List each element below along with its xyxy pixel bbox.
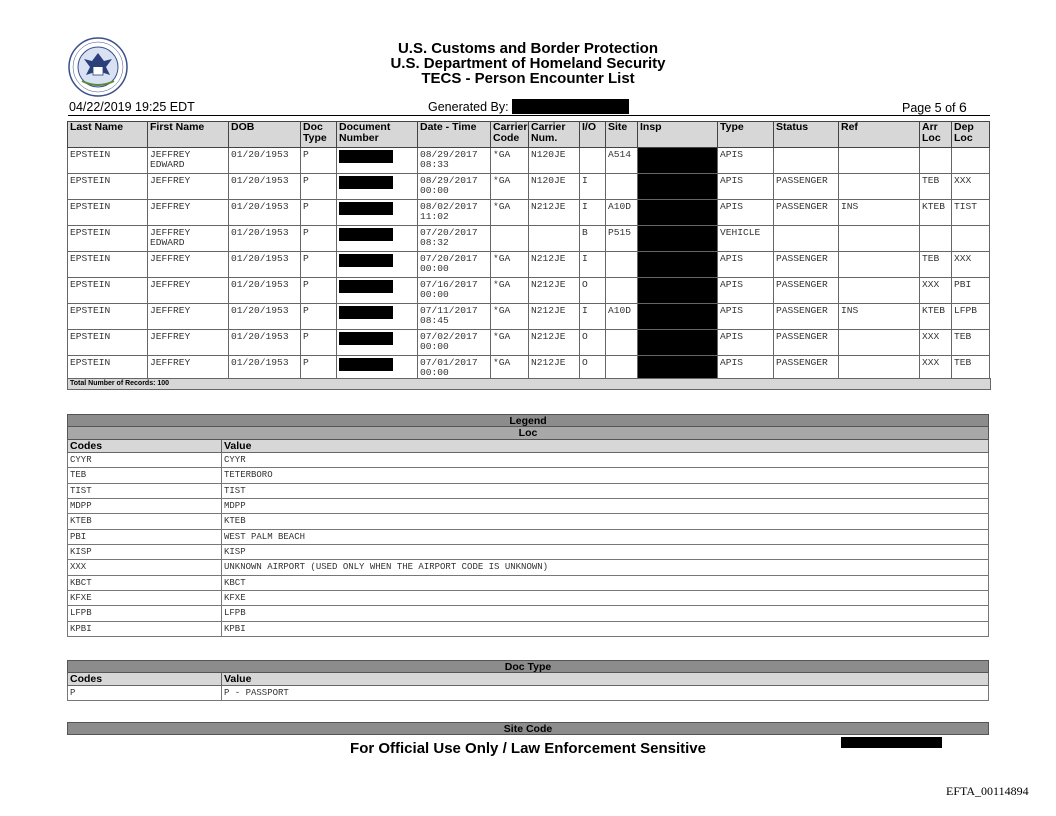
- datetime-cell: 08/29/2017 08:33: [418, 148, 491, 174]
- header-divider: [68, 115, 990, 116]
- io-cell: I: [580, 200, 606, 226]
- last-cell: EPSTEIN: [68, 278, 148, 304]
- legend-row: [67, 622, 989, 637]
- doctype-cell: P: [301, 252, 337, 278]
- type-cell: APIS: [718, 356, 774, 382]
- legend-loc-section: [67, 414, 989, 637]
- classification-footer: For Official Use Only / Law Enforcement Sensitive: [350, 740, 706, 757]
- site-cell: [606, 252, 638, 278]
- last-cell: EPSTEIN: [68, 252, 148, 278]
- legend-value: CYYR: [224, 455, 246, 465]
- table-row: [68, 278, 990, 304]
- carrier-cell: *GA: [491, 252, 529, 278]
- legend-code: KFXE: [68, 591, 222, 605]
- datetime-cell: 07/16/2017 00:00: [418, 278, 491, 304]
- column-header: Insp: [638, 122, 718, 148]
- io-cell: O: [580, 356, 606, 382]
- type-cell: APIS: [718, 200, 774, 226]
- site-cell: [606, 330, 638, 356]
- column-header: Carrier Num.: [529, 122, 580, 148]
- legend-value: WEST PALM BEACH: [224, 531, 306, 542]
- legend-value: TIST: [224, 485, 246, 496]
- column-header: Arr Loc: [920, 122, 952, 148]
- legend-value: KTEB: [224, 516, 246, 527]
- status-cell: PASSENGER: [774, 252, 839, 278]
- first-cell: JEFFREY EDWARD: [148, 226, 229, 252]
- column-header: I/O: [580, 122, 606, 148]
- dob-cell: 01/20/1953: [229, 226, 301, 252]
- doctype-cell: P: [301, 226, 337, 252]
- column-header: DOB: [229, 122, 301, 148]
- dep-cell: XXX: [952, 252, 990, 278]
- document-number-cell: [337, 252, 418, 278]
- table-row: [68, 304, 990, 330]
- site-cell: A10D: [606, 200, 638, 226]
- column-header: Document Number: [337, 122, 418, 148]
- insp-redaction-cell: [638, 148, 718, 174]
- insp-redaction-cell: [638, 278, 718, 304]
- status-cell: PASSENGER: [774, 200, 839, 226]
- legend-value: MDPP: [224, 501, 246, 512]
- redaction-box: [841, 737, 942, 748]
- dob-cell: 01/20/1953: [229, 278, 301, 304]
- arr-cell: XXX: [920, 330, 952, 356]
- legend-row: [67, 686, 989, 701]
- legend-code: PBI: [68, 530, 222, 544]
- legend-row: [67, 545, 989, 560]
- page-total: 6: [959, 99, 967, 115]
- type-cell: APIS: [718, 148, 774, 174]
- status-cell: PASSENGER: [774, 304, 839, 330]
- bates-number: EFTA_00114894: [946, 784, 1029, 798]
- dep-cell: TEB: [952, 356, 990, 382]
- agency-title: U.S. Customs and Border Protection: [397, 40, 659, 57]
- legend-row: [67, 576, 989, 591]
- redaction-box: [339, 176, 393, 189]
- table-row: [68, 252, 990, 278]
- dep-cell: [952, 226, 990, 252]
- carriernum-cell: N212JE: [529, 304, 580, 330]
- ref-cell: [839, 330, 920, 356]
- ref-cell: [839, 252, 920, 278]
- legend-code: KBCT: [68, 576, 222, 590]
- column-header: Dep Loc: [952, 122, 990, 148]
- redaction-box: [339, 332, 393, 345]
- type-cell: APIS: [718, 174, 774, 200]
- insp-redaction-cell: [638, 174, 718, 200]
- doctype-cell: P: [301, 330, 337, 356]
- legend-loc-title: Loc: [67, 427, 989, 440]
- last-cell: EPSTEIN: [68, 174, 148, 200]
- carriernum-cell: N212JE: [529, 356, 580, 382]
- insp-redaction-cell: [638, 200, 718, 226]
- carrier-cell: *GA: [491, 200, 529, 226]
- io-cell: I: [580, 304, 606, 330]
- last-cell: EPSTEIN: [68, 200, 148, 226]
- column-header: First Name: [148, 122, 229, 148]
- codes-header: Codes: [68, 673, 222, 685]
- carrier-cell: *GA: [491, 174, 529, 200]
- redaction-box: [512, 99, 629, 114]
- legend-code: LFPB: [68, 606, 222, 620]
- carrier-cell: *GA: [491, 356, 529, 382]
- first-cell: JEFFREY: [148, 174, 229, 200]
- legend-value: KPBI: [224, 623, 246, 634]
- table-row: [68, 174, 990, 200]
- status-cell: PASSENGER: [774, 278, 839, 304]
- generated-by-label: Generated By:: [428, 100, 509, 114]
- legend-row: [67, 606, 989, 621]
- doctype-cell: P: [301, 174, 337, 200]
- legend-code: KISP: [68, 545, 222, 559]
- document-number-cell: [337, 304, 418, 330]
- legend-value: LFPB: [224, 608, 246, 619]
- first-cell: JEFFREY: [148, 356, 229, 382]
- last-cell: EPSTEIN: [68, 356, 148, 382]
- status-cell: PASSENGER: [774, 174, 839, 200]
- status-cell: PASSENGER: [774, 356, 839, 382]
- dep-cell: [952, 148, 990, 174]
- document-number-cell: [337, 174, 418, 200]
- legend-code: MDPP: [68, 499, 222, 513]
- ref-cell: INS: [839, 200, 920, 226]
- dob-cell: 01/20/1953: [229, 330, 301, 356]
- legend-value: KISP: [224, 547, 246, 558]
- datetime-cell: 08/29/2017 00:00: [418, 174, 491, 200]
- legend-doctype-rows: [67, 686, 989, 701]
- dep-cell: XXX: [952, 174, 990, 200]
- dep-cell: PBI: [952, 278, 990, 304]
- dob-cell: 01/20/1953: [229, 148, 301, 174]
- ref-cell: [839, 226, 920, 252]
- site-cell: [606, 174, 638, 200]
- site-cell: A514: [606, 148, 638, 174]
- generated-date: 04/22/2019 19:25 EDT: [69, 100, 195, 114]
- legend-code: TIST: [68, 484, 222, 498]
- first-cell: JEFFREY: [148, 252, 229, 278]
- redaction-box: [339, 280, 393, 293]
- table-row: [68, 148, 990, 174]
- carriernum-cell: N212JE: [529, 278, 580, 304]
- total-records: Total Number of Records: 100: [67, 378, 991, 390]
- datetime-cell: 07/20/2017 08:32: [418, 226, 491, 252]
- legend-row: [67, 499, 989, 514]
- legend-row: [67, 514, 989, 529]
- status-cell: [774, 148, 839, 174]
- ref-cell: [839, 278, 920, 304]
- last-cell: EPSTEIN: [68, 226, 148, 252]
- legend-value: P - PASSPORT: [224, 688, 289, 698]
- legend-column-header: [67, 673, 989, 686]
- insp-redaction-cell: [638, 304, 718, 330]
- datetime-cell: 07/02/2017 00:00: [418, 330, 491, 356]
- carrier-cell: *GA: [491, 148, 529, 174]
- first-cell: JEFFREY: [148, 330, 229, 356]
- legend-row: [67, 453, 989, 468]
- dep-cell: TEB: [952, 330, 990, 356]
- io-cell: B: [580, 226, 606, 252]
- doctype-cell: P: [301, 148, 337, 174]
- document-number-cell: [337, 226, 418, 252]
- legend-title: Legend: [67, 414, 989, 427]
- legend-code: TEB: [68, 468, 222, 482]
- arr-cell: [920, 226, 952, 252]
- doctype-cell: P: [301, 304, 337, 330]
- legend-value: KBCT: [224, 577, 246, 588]
- legend-code: XXX: [68, 560, 222, 574]
- document-number-cell: [337, 330, 418, 356]
- legend-value: KFXE: [224, 593, 246, 604]
- arr-cell: [920, 148, 952, 174]
- column-header: Doc Type: [301, 122, 337, 148]
- dob-cell: 01/20/1953: [229, 304, 301, 330]
- carriernum-cell: N212JE: [529, 252, 580, 278]
- datetime-cell: 07/20/2017 00:00: [418, 252, 491, 278]
- redaction-box: [339, 150, 393, 163]
- redaction-box: [339, 358, 393, 371]
- department-title: U.S. Department of Homeland Security: [390, 55, 666, 72]
- insp-redaction-cell: [638, 226, 718, 252]
- legend-doctype-section: [67, 660, 989, 701]
- legend-code: KTEB: [68, 514, 222, 528]
- legend-loc-rows: [67, 453, 989, 637]
- type-cell: APIS: [718, 252, 774, 278]
- column-header: Last Name: [68, 122, 148, 148]
- arr-cell: XXX: [920, 356, 952, 382]
- legend-row: [67, 484, 989, 499]
- legend-row: [67, 591, 989, 606]
- io-cell: I: [580, 252, 606, 278]
- first-cell: JEFFREY: [148, 278, 229, 304]
- column-header: Status: [774, 122, 839, 148]
- status-cell: PASSENGER: [774, 330, 839, 356]
- redaction-box: [339, 254, 393, 267]
- legend-column-header: [67, 440, 989, 453]
- page-prefix: Page 5 of: [902, 101, 956, 115]
- doctype-cell: P: [301, 356, 337, 382]
- arr-cell: XXX: [920, 278, 952, 304]
- table-row: [68, 330, 990, 356]
- table-row: [68, 226, 990, 252]
- column-header: Site: [606, 122, 638, 148]
- type-cell: VEHICLE: [718, 226, 774, 252]
- dob-cell: 01/20/1953: [229, 356, 301, 382]
- dep-cell: LFPB: [952, 304, 990, 330]
- last-cell: EPSTEIN: [68, 148, 148, 174]
- legend-sitecode-title: Site Code: [67, 722, 989, 735]
- carriernum-cell: N212JE: [529, 200, 580, 226]
- encounter-table: [67, 121, 990, 382]
- table-row: [68, 200, 990, 226]
- carriernum-cell: [529, 226, 580, 252]
- site-cell: P515: [606, 226, 638, 252]
- legend-value: UNKNOWN AIRPORT (USED ONLY WHEN THE AIRPORT CODE IS UNKNOWN): [224, 562, 549, 573]
- type-cell: APIS: [718, 330, 774, 356]
- insp-redaction-cell: [638, 330, 718, 356]
- io-cell: I: [580, 174, 606, 200]
- first-cell: JEFFREY: [148, 304, 229, 330]
- last-cell: EPSTEIN: [68, 330, 148, 356]
- redaction-box: [339, 228, 393, 241]
- value-header: Value: [224, 673, 252, 685]
- value-header: Value: [224, 440, 252, 452]
- doctype-cell: P: [301, 278, 337, 304]
- dob-cell: 01/20/1953: [229, 252, 301, 278]
- arr-cell: KTEB: [920, 304, 952, 330]
- first-cell: JEFFREY: [148, 200, 229, 226]
- dob-cell: 01/20/1953: [229, 200, 301, 226]
- codes-header: Codes: [68, 440, 222, 452]
- last-cell: EPSTEIN: [68, 304, 148, 330]
- carrier-cell: *GA: [491, 330, 529, 356]
- io-cell: O: [580, 278, 606, 304]
- carriernum-cell: N212JE: [529, 330, 580, 356]
- site-cell: [606, 278, 638, 304]
- page-indicator: [902, 99, 967, 115]
- arr-cell: KTEB: [920, 200, 952, 226]
- legend-row: [67, 468, 989, 483]
- table-header-row: [68, 122, 990, 148]
- type-cell: APIS: [718, 304, 774, 330]
- column-header: Date - Time: [418, 122, 491, 148]
- document-number-cell: [337, 278, 418, 304]
- ref-cell: [839, 174, 920, 200]
- legend-doctype-title: Doc Type: [67, 660, 989, 673]
- legend-value: TETERBORO: [224, 470, 273, 481]
- first-cell: JEFFREY EDWARD: [148, 148, 229, 174]
- io-cell: O: [580, 330, 606, 356]
- site-cell: A10D: [606, 304, 638, 330]
- column-header: Carrier Code: [491, 122, 529, 148]
- redaction-box: [339, 306, 393, 319]
- doctype-cell: P: [301, 200, 337, 226]
- status-cell: [774, 226, 839, 252]
- document-number-cell: [337, 200, 418, 226]
- document-number-cell: [337, 148, 418, 174]
- legend-code: KPBI: [68, 622, 222, 636]
- redaction-box: [339, 202, 393, 215]
- dep-cell: TIST: [952, 200, 990, 226]
- ref-cell: INS: [839, 304, 920, 330]
- column-header: Ref: [839, 122, 920, 148]
- column-header: Type: [718, 122, 774, 148]
- legend-row: [67, 530, 989, 545]
- carriernum-cell: N120JE: [529, 174, 580, 200]
- ref-cell: [839, 148, 920, 174]
- io-cell: [580, 148, 606, 174]
- carrier-cell: *GA: [491, 304, 529, 330]
- carrier-cell: [491, 226, 529, 252]
- report-title: TECS - Person Encounter List: [421, 70, 635, 87]
- carrier-cell: *GA: [491, 278, 529, 304]
- arr-cell: TEB: [920, 252, 952, 278]
- legend-row: [67, 560, 989, 575]
- dob-cell: 01/20/1953: [229, 174, 301, 200]
- legend-sitecode-section: [67, 722, 989, 735]
- legend-code: CYYR: [68, 453, 222, 467]
- table-body: [68, 148, 990, 382]
- datetime-cell: 08/02/2017 11:02: [418, 200, 491, 226]
- type-cell: APIS: [718, 278, 774, 304]
- datetime-cell: 07/11/2017 08:45: [418, 304, 491, 330]
- arr-cell: TEB: [920, 174, 952, 200]
- carriernum-cell: N120JE: [529, 148, 580, 174]
- legend-code: P: [68, 686, 222, 700]
- datetime-cell: 07/01/2017 00:00: [418, 356, 491, 382]
- insp-redaction-cell: [638, 252, 718, 278]
